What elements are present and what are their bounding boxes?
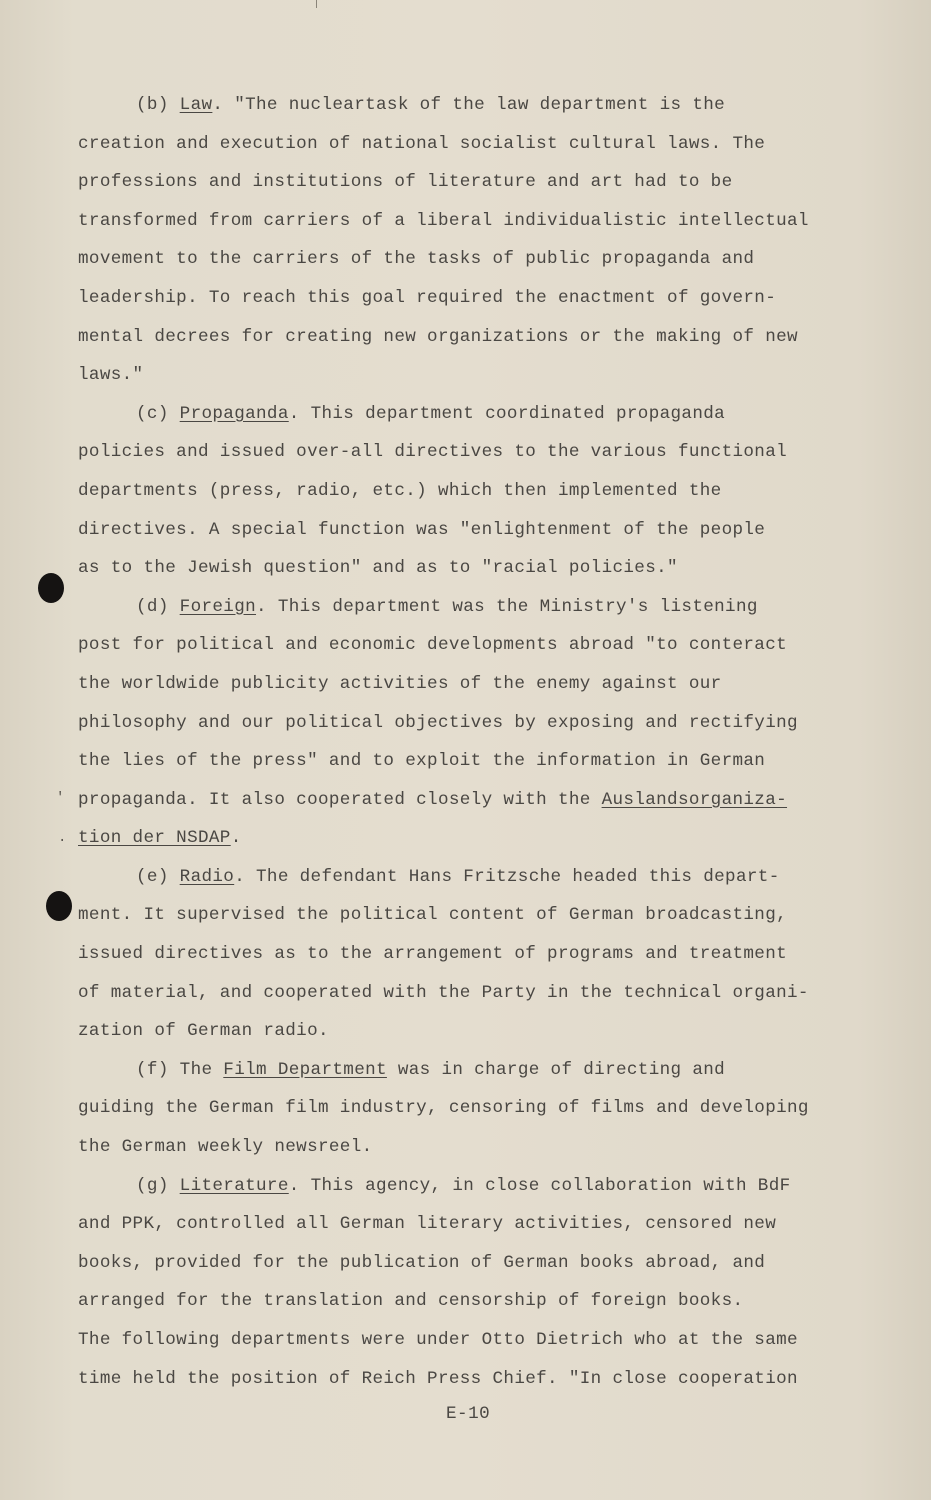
line-text: and PPK, controlled all German literary activities, censored new (78, 1214, 777, 1235)
line-text: time held the position of Reich Press Chief. "In close cooperation (78, 1368, 798, 1389)
line-text: arranged for the translation and censorship of foreign books. (78, 1291, 744, 1312)
section-label: (g) (136, 1175, 169, 1196)
text-line (78, 125, 878, 164)
page-number: E-10 (446, 1404, 491, 1424)
paper-edge-mark (316, 0, 317, 8)
text-line (78, 704, 878, 743)
line-text: guiding the German film industry, censoring of films and developing (78, 1098, 809, 1119)
line-text-rest: . This department was the Ministry's listening (256, 596, 758, 617)
text-line (78, 433, 878, 472)
punch-hole-upper (38, 573, 64, 603)
text-line (78, 240, 878, 279)
line-text-prefix: The (179, 1059, 224, 1080)
text-line (78, 472, 878, 511)
line-text: of material, and cooperated with the Party in the technical organi- (78, 982, 809, 1003)
line-text: directives. A special function was "enlightenment of the people (78, 519, 766, 540)
line-text: professions and institutions of literature and art had to be (78, 172, 733, 193)
line-text-rest: was in charge of directing and (386, 1059, 726, 1080)
paragraph-start-line (78, 1167, 878, 1206)
line-text: transformed from carriers of a liberal individualistic intellectual (78, 210, 809, 231)
paragraph-start-line (78, 858, 878, 897)
line-text-rest: . (230, 828, 242, 849)
line-text-rest: . The defendant Hans Fritzsche headed this depart- (234, 866, 780, 887)
line-text: the German weekly newsreel. (78, 1137, 373, 1158)
text-line (78, 896, 878, 935)
line-text: mental decrees for creating new organizations or the making of new (78, 326, 798, 347)
line-text: zation of German radio. (78, 1021, 329, 1042)
section-heading: Radio (179, 866, 235, 887)
line-text: departments (press, radio, etc.) which then implemented the (78, 480, 722, 501)
paragraph-start-line (78, 395, 878, 434)
underlined-text: tion der NSDAP (78, 828, 231, 849)
section-label: (e) (136, 866, 169, 887)
line-text: issued directives as to the arrangement of programs and treatment (78, 944, 788, 965)
text-line (78, 1321, 878, 1360)
line-text: the worldwide publicity activities of the enemy against our (78, 673, 722, 694)
text-line (78, 781, 878, 820)
text-line (78, 1012, 878, 1051)
section-heading: Law (179, 95, 213, 115)
section-label: (c) (136, 403, 169, 424)
text-line (78, 511, 878, 550)
paragraph-start-line (78, 1051, 878, 1090)
line-text: books, provided for the publication of German books abroad, and (78, 1252, 766, 1273)
section-label: (f) (136, 1059, 169, 1080)
text-line (78, 935, 878, 974)
text-line (78, 1282, 878, 1321)
text-line (78, 202, 878, 241)
body-text (78, 86, 878, 1398)
underlined-text: Auslandsorganiza- (601, 789, 788, 810)
text-line (78, 1360, 878, 1399)
text-line (78, 163, 878, 202)
section-heading: Foreign (179, 596, 257, 617)
margin-speck: . (58, 830, 67, 846)
section-heading: Propaganda (179, 403, 289, 424)
line-text-rest: . This agency, in close collaboration with BdF (288, 1175, 791, 1196)
line-text: the lies of the press" and to exploit the information in German (78, 751, 766, 772)
text-line (78, 356, 878, 395)
text-line (78, 1128, 878, 1167)
text-line (78, 665, 878, 704)
text-line (78, 1205, 878, 1244)
text-line (78, 318, 878, 357)
text-line (78, 626, 878, 665)
margin-speck: ' (56, 790, 65, 806)
line-text: philosophy and our political objectives by exposing and rectifying (78, 712, 798, 733)
line-text-rest: . This department coordinated propaganda (288, 403, 726, 424)
line-text: laws." (78, 365, 144, 386)
text-line (78, 742, 878, 781)
line-text: ment. It supervised the political content of German broadcasting, (78, 905, 788, 926)
line-text: The following departments were under Otto Dietrich who at the same (78, 1330, 798, 1350)
line-text: leadership. To reach this goal required the enactment of govern- (78, 287, 777, 308)
section-heading: Literature (179, 1175, 289, 1196)
text-line (78, 1244, 878, 1283)
line-text: as to the Jewish question" and as to "racial policies." (78, 558, 678, 579)
text-line (78, 1089, 878, 1128)
line-text: movement to the carriers of the tasks of public propaganda and (78, 249, 755, 270)
punch-hole-lower (46, 891, 72, 921)
text-line (78, 974, 878, 1013)
line-text-rest: . "The nucleartask of the law department is the (212, 95, 726, 115)
line-text: creation and execution of national socialist cultural laws. The (78, 133, 766, 154)
paragraph-start-line (78, 588, 878, 627)
text-line (78, 549, 878, 588)
section-heading: Film Department (223, 1059, 387, 1080)
line-text-prefix: propaganda. It also cooperated closely with the (78, 789, 602, 810)
text-line (78, 279, 878, 318)
section-label: (b) (136, 95, 169, 115)
line-text: post for political and economic developments abroad "to conteract (78, 635, 788, 656)
line-text: policies and issued over-all directives to the various functional (78, 442, 788, 463)
text-line (78, 819, 878, 858)
section-label: (d) (136, 596, 169, 617)
paragraph-start-line (78, 86, 878, 125)
